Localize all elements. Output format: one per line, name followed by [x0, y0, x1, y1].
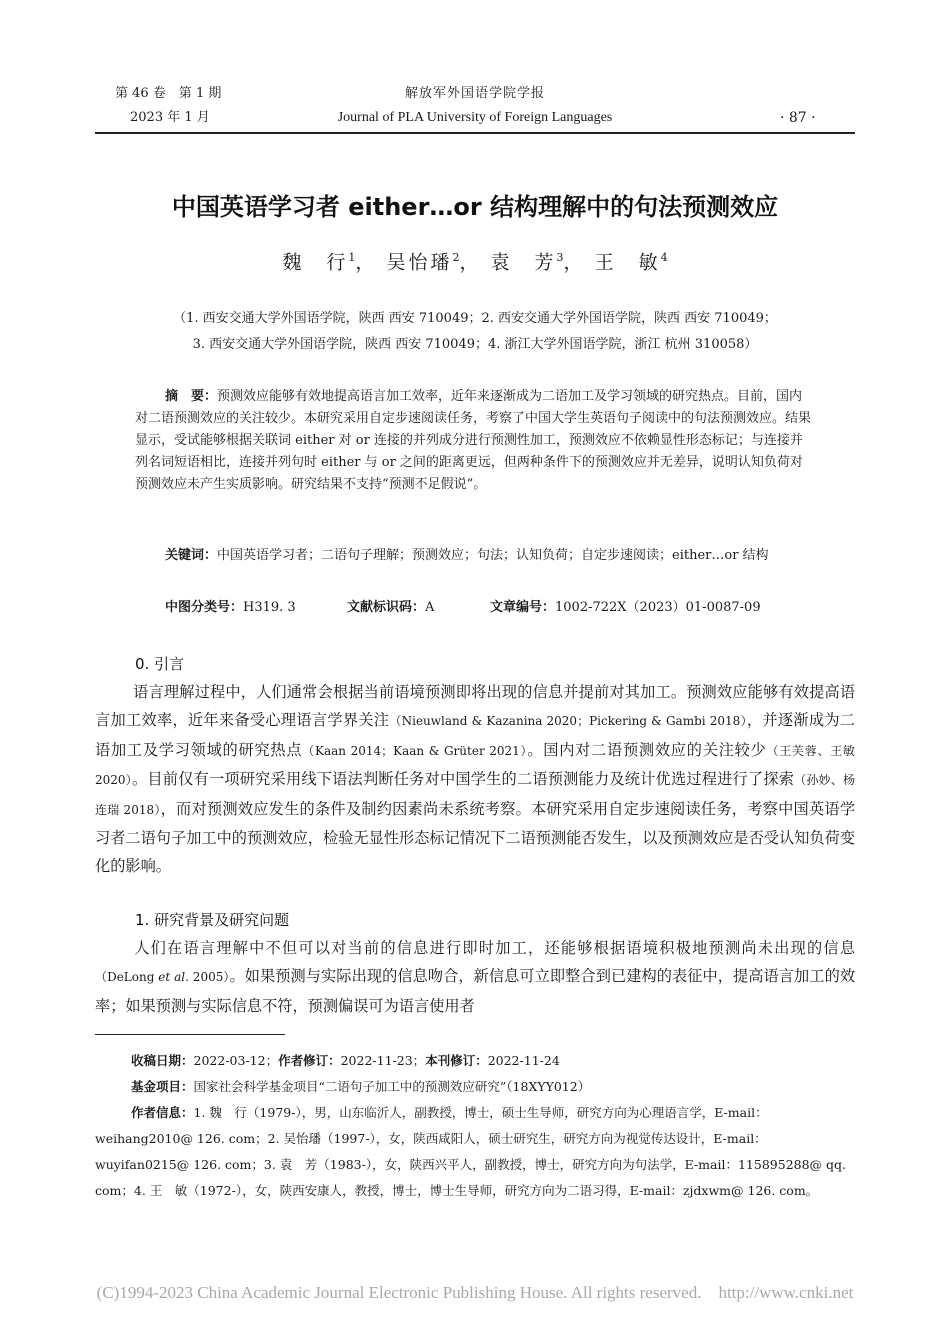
header-page-number: · 87 ·	[780, 110, 816, 126]
author-name: 魏 行	[282, 251, 349, 274]
keywords-label: 关键词：	[165, 548, 218, 563]
keywords	[135, 545, 815, 567]
abstract-text: 预测效应能够有效地提高语言加工效率，近年来逐渐成为二语加工及学习领域的研究热点。目前，国内对二语预测效应的关注较少。本研究采用自定步速阅读任务，考察了中国大学生英语句子阅读中的句法预测效应。结果显示，受试能够根据关联词 either 对 or 连接的并列成分进行预测性加工，预测效应不依赖显性形态标记；与连接并列名词短语相比，连接并列句时 either 与 or 之间的距离更远，但两种条件下的预测效应并无差异，说明认知负荷对预测效应未产生实质影响。研究结果不支持“预测不足假说”。	[135, 389, 812, 492]
section-heading-introduction: 0. 引言	[135, 655, 185, 673]
footnote-fund: 基金项目：国家社会科学基金项目“二语句子加工中的预测效应研究”（18XYY012）	[131, 1079, 591, 1094]
author-affil-marker: 2	[452, 251, 460, 264]
author-affil-marker: 3	[556, 251, 564, 264]
header-rule	[95, 132, 855, 134]
author-list: 魏 行$^1$， 吴怡璠$^2$， 袁 芳$^3$， 王 敏$^4$	[282, 251, 668, 274]
clc-code: 中图分类号：H319. 3	[165, 600, 296, 615]
keywords-text: 中国英语学习者；二语句子理解；预测效应；句法；认知负荷；自定步速阅读；either…or 结构	[217, 548, 769, 563]
author-affil-marker: 1	[348, 251, 356, 264]
header-volume-issue: 第 46 卷 第 1 期	[115, 86, 222, 101]
section-heading-background: 1. 研究背景及研究问题	[135, 911, 290, 929]
author-name: 王 敏	[594, 251, 661, 274]
citation: （孙妙、杨连瑞 2018）	[95, 773, 855, 817]
citation: （Kaan 2014；Kaan & Grüter 2021）	[302, 743, 528, 758]
copyright-notice: (C)1994-2023 China Academic Journal Electronic Publishing House. All rights reserved. http://www.cnki.net	[96, 1283, 854, 1302]
article-title: 中国英语学习者 either…or 结构理解中的句法预测效应	[171, 193, 779, 221]
abstract	[135, 386, 815, 496]
author-name: 袁 芳	[490, 251, 557, 274]
header-journal-cn: 解放军外国语学院学报	[404, 86, 545, 101]
author-name: 吴怡璠	[386, 251, 453, 274]
citation: （Nieuwland & Kazanina 2020；Pickering & Gambi 2018）	[389, 714, 747, 729]
affiliation-line: （1. 西安交通大学外国语学院，陕西 西安 710049；2. 西安交通大学外国语学院，陕西 西安 710049；	[173, 311, 777, 326]
header-journal-en: Journal of PLA University of Foreign Languages	[337, 110, 613, 125]
body-paragraph: 人们在语言理解中不但可以对当前的信息进行即时加工，还能够根据语境积极地预测尚未出现的信息（DeLong et al. 2005）。如果预测与实际出现的信息吻合，新信息可立即整合到已建构的表征中，提高语言加工的效率；如果预测与实际信息不符，预测偏误可为语言使用者	[95, 939, 856, 1015]
author-affil-marker: 4	[660, 251, 668, 264]
footnote-rule	[95, 1034, 285, 1035]
header-date: 2023 年 1 月	[130, 110, 210, 125]
footnote-dates: 收稿日期：2022-03-12；作者修订：2022-11-23；本刊修订：2022-11-24	[131, 1053, 560, 1068]
article-number: 文章编号：1002-722X（2023）01-0087-09	[490, 600, 761, 615]
document-code: 文献标识码：A	[347, 600, 435, 615]
citation: （DeLong et al. 2005）	[95, 970, 230, 985]
body-paragraph: 语言理解过程中，人们通常会根据当前语境预测即将出现的信息并提前对其加工。预测效应能够有效提高语言加工效率，近年来备受心理语言学界关注（Nieuwland & Kazanina 2020；Pickering & Gambi 2018），并逐渐成为二语加工及学习领域的研究热点（Kaan 2014；Kaan & Grüter 2021）。国内对二语预测效应的关注较少（王芙蓉、王敏 2020）。目前仅有一项研究采用线下语法判断任务对中国学生的二语预测能力及统计优选过程进行了探索（孙妙、杨连瑞 2018），而对预测效应发生的条件及制约因素尚未系统考察。本研究采用自定步速阅读任务，考察中国英语学习者二语句子加工中的预测效应，检验无显性形态标记情况下二语预测能否发生，以及预测效应是否受认知负荷变化的影响。	[95, 683, 856, 876]
abstract-label: 摘 要：	[165, 389, 218, 404]
affiliation-line: 3. 西安交通大学外国语学院，陕西 西安 710049；4. 浙江大学外国语学院，浙江 杭州 310058）	[192, 337, 758, 352]
footnote-author-info: 作者信息：1. 魏 行（1979-），男，山东临沂人，副教授，博士，硕士生导师，研究方向为心理语言学，E-mail：weihang2010@ 126. com；2. 吴怡璠（1997-），女，陕西咸阳人，硕士研究生，研究方向为视觉传达设计，E-mail：wuyifan0215@ 126. com；3. 袁 芳（1983-），女，陕西兴平人，副教授，博士，研究方向为句法学，E-mail：115895288@ qq. com；4. 王 敏（1972-），女，陕西安康人，教授，博士，博士生导师，研究方向为二语习得，E-mail：zjdxwm@ 126. com。	[95, 1105, 847, 1198]
citation: （王芙蓉、王敏 2020）	[95, 743, 856, 788]
